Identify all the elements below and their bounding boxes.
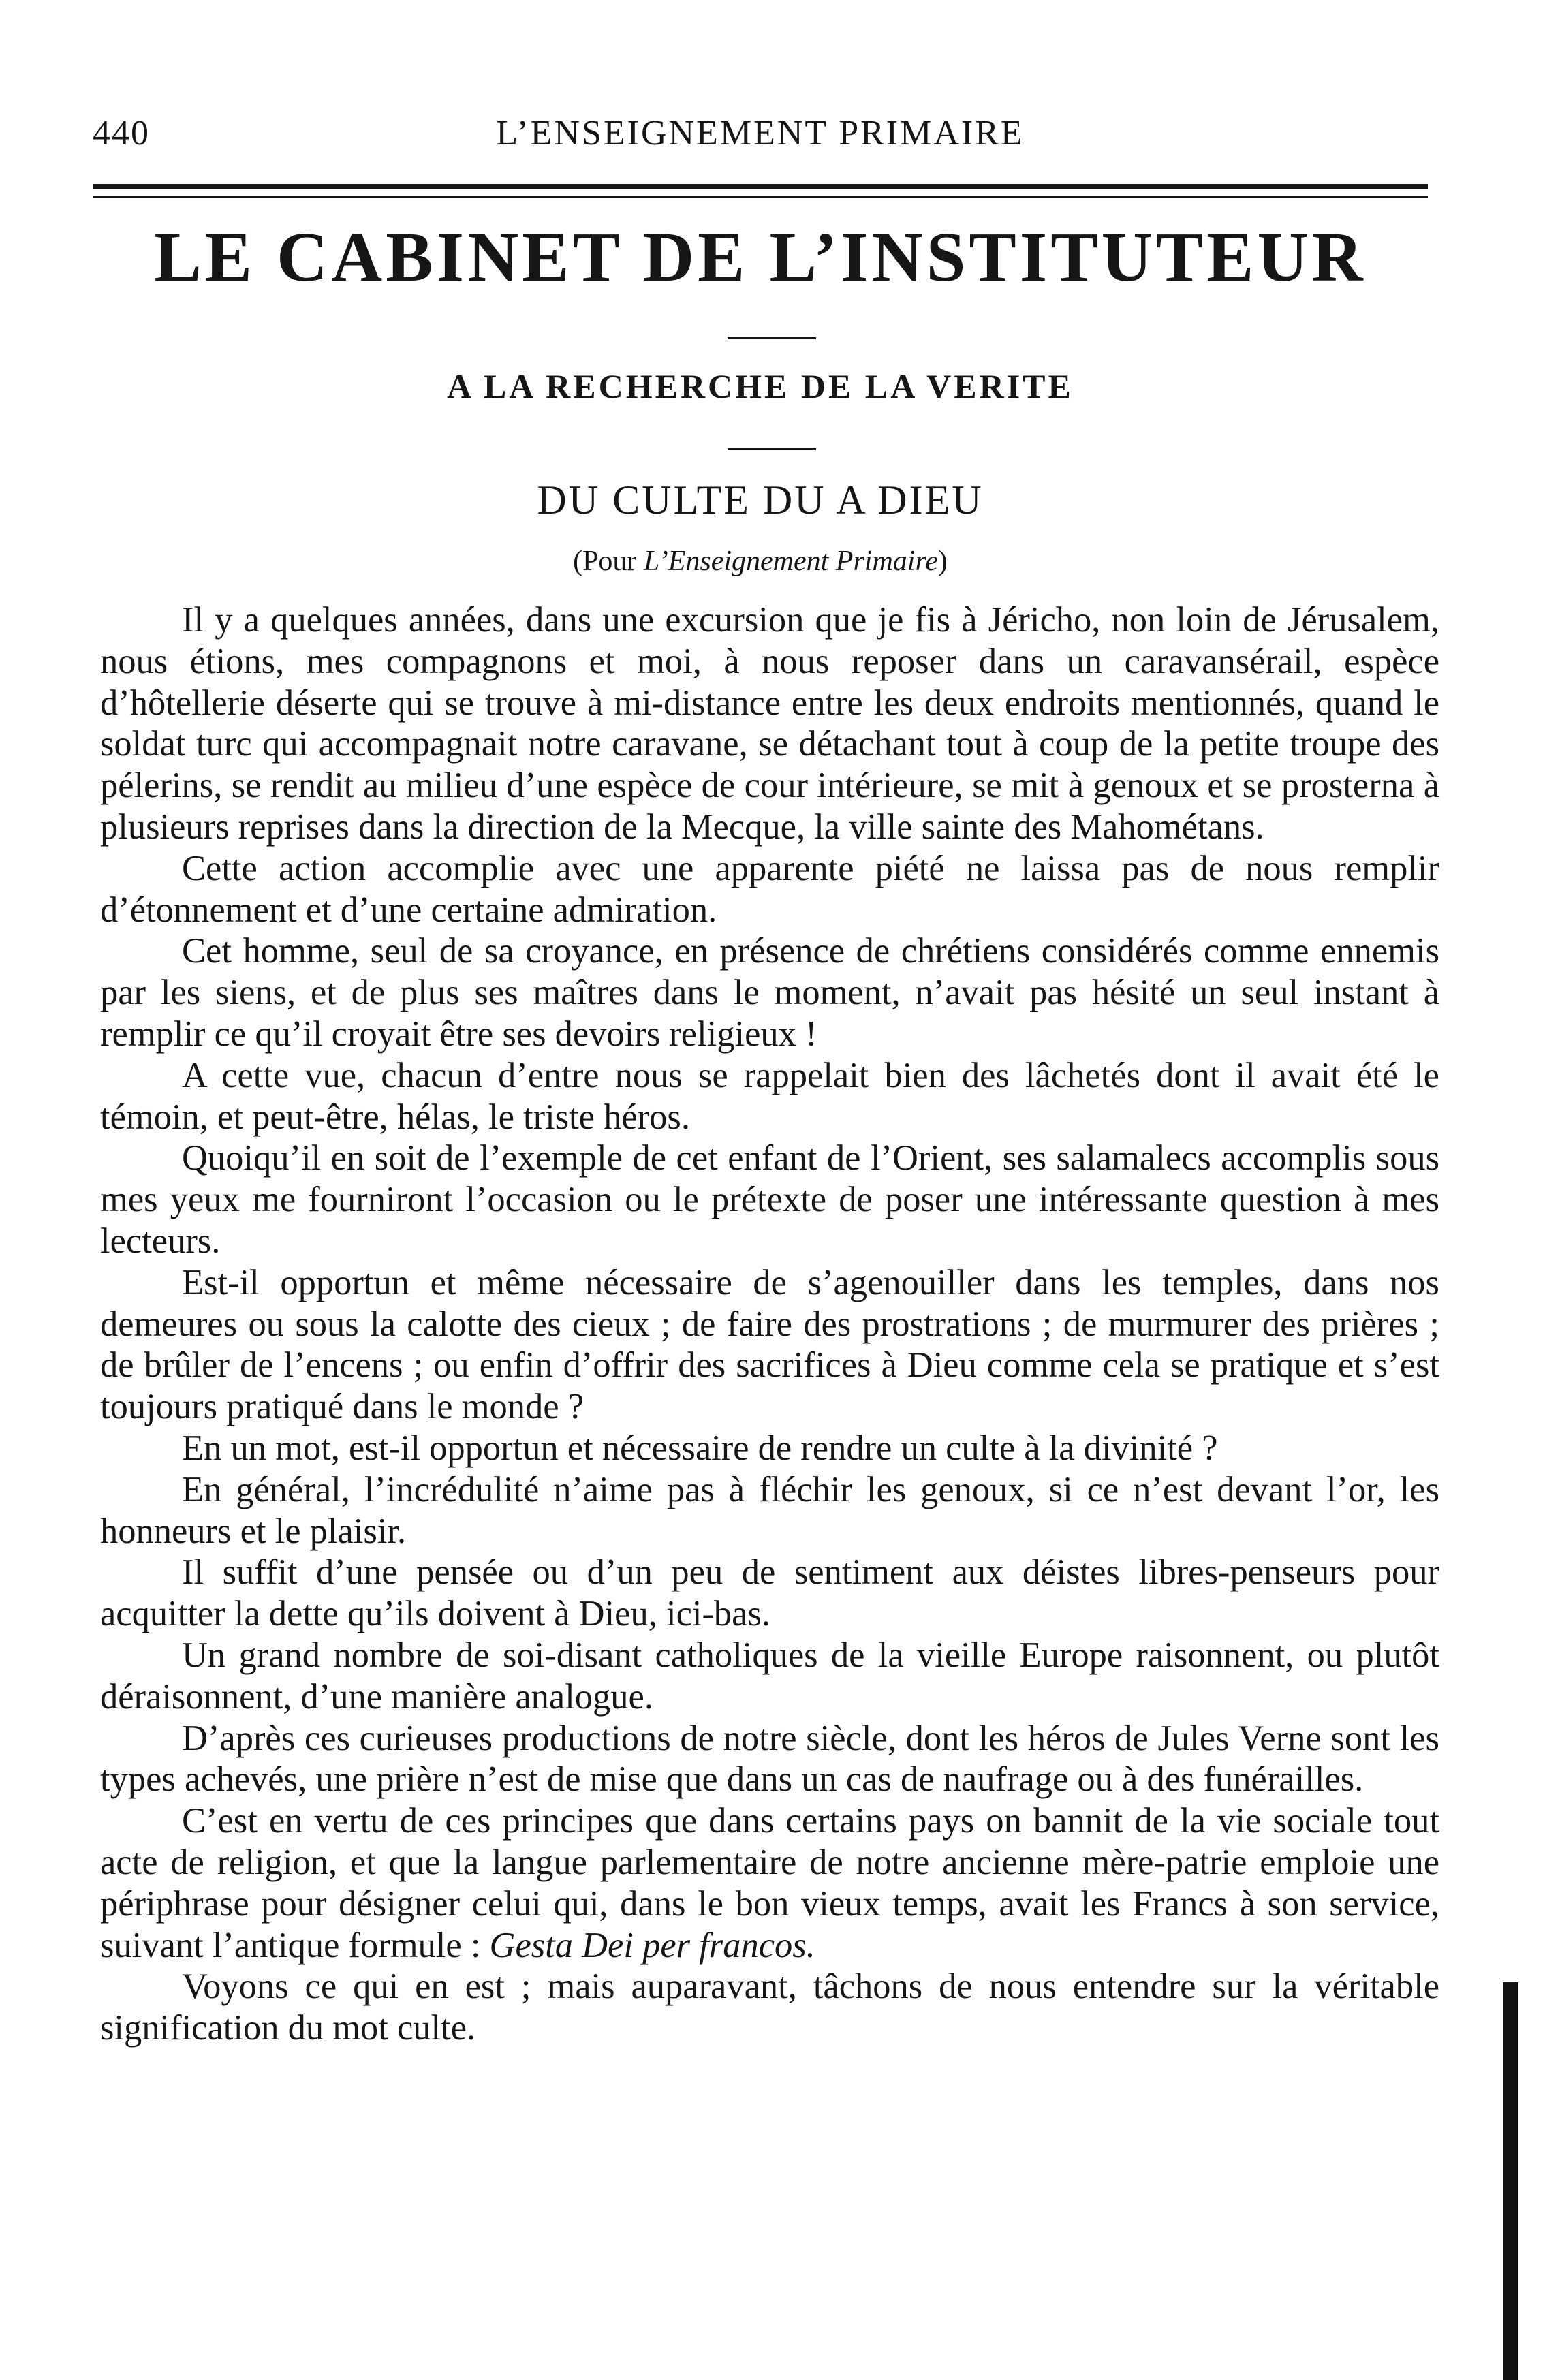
paragraph-9: Il suffit d’une pensée ou d’un peu de sentiment aux déistes libres-penseurs pour acquitter la dette qu’ils doivent à Dieu, ici-bas. [100,1552,1439,1634]
paragraph-8: En général, l’incrédulité n’aime pas à fléchir les genoux, si ce n’est devant l’or, les honneurs et le plaisir. [100,1469,1439,1551]
running-head [93,101,1428,155]
article-title: DU CULTE DU A DIEU [537,477,984,522]
paragraph-10: Un grand nombre de soi-disant catholiques de la vieille Europe raisonnent, ou plutôt déraisonnent, d’une manière analogue. [100,1635,1439,1717]
page-number: 440 [93,114,150,153]
paragraph-12 [100,1800,1439,1966]
paragraph-4: A cette vue, chacun d’entre nous se rappelait bien des lâchetés dont il avait été le témoin, et peut-être, hélas, le triste héros. [100,1055,1439,1137]
header-rule-thin [93,196,1428,198]
article-body [100,599,1439,2049]
paragraph-11: D’après ces curieuses productions de notre siècle, dont les héros de Jules Verne sont les types achevés, une prière n’est de mise que dans un cas de naufrage ou à des funérailles. [100,1718,1439,1800]
paragraph-3: Cet homme, seul de sa croyance, en présence de chrétiens considérés comme ennemis par les siens, et de plus ses maîtres dans le moment, n’avait pas hésité un seul instant à remplir ce qu’il croyait être ses devoirs religieux ! [100,931,1439,1054]
journal-name: L’ENSEIGNEMENT PRIMAIRE [496,114,1025,153]
rubric-divider [728,448,816,450]
header-rule-thick [93,184,1428,189]
article-credit [93,545,1428,578]
paragraph-1: Il y a quelques années, dans une excursion que je fis à Jéricho, non loin de Jérusalem, nous étions, mes compagnons et moi, à nous reposer dans un caravansérail, espèce d’hôtellerie déserte qui se trouve à mi-distance entre les deux endroits mentionnés, quand le soldat turc qui accompagnait notre caravane, se détachant tout à coup de la petite troupe des pélerins, se rendit au milieu d’une espèce de cour intérieure, se mit à genoux et se prosterna à plusieurs reprises dans la direction de la Mecque, la ville sainte des Mahométans. [100,600,1439,847]
paragraph-6: Est-il opportun et même nécessaire de s’agenouiller dans les temples, dans nos demeures ou sous la calotte des cieux ; de faire des prostrations ; de murmurer des prières ; de brûler de l’encens ; ou enfin d’offrir des sacrifices à Dieu comme cela se pratique et s’est toujours pratiqué dans le monde ? [100,1262,1439,1427]
section-title: LE CABINET DE L’INSTITUTEUR [154,218,1367,296]
credit-journal: L’Enseignement Primaire [643,546,938,577]
paragraph-12-text: C’est en vertu de ces principes que dans certains pays on bannit de la vie sociale tout acte de religion, et que la langue parlementaire de notre ancienne mère-patrie emploie une périphrase pour désigner celui qui, dans le bon vieux temps, avait les Francs à son service, suivant l’antique formule : [100,1801,1439,1965]
paragraph-5: Quoiqu’il en soit de l’exemple de cet enfant de l’Orient, ses salamalecs accomplis sous mes yeux me fourniront l’occasion ou le prétexte de poser une intéressante question à mes lecteurs. [100,1138,1439,1261]
binding-edge [1503,1982,1518,2380]
paragraph-13: Voyons ce qui en est ; mais auparavant, tâchons de nous entendre sur la véritable signification du mot culte. [100,1967,1439,2048]
paragraph-7: En un mot, est-il opportun et nécessaire de rendre un culte à la divinité ? [182,1428,1218,1468]
paragraph-2: Cette action accomplie avec une apparente piété ne laissa pas de nous remplir d’étonnement et d’une certaine admiration. [100,848,1439,930]
section-divider [728,337,816,339]
rubric-title: A LA RECHERCHE DE LA VERITE [447,367,1074,405]
credit-prefix: (Pour [573,546,644,577]
credit-suffix: ) [937,546,948,577]
latin-formula: Gesta Dei per francos. [489,1925,815,1965]
